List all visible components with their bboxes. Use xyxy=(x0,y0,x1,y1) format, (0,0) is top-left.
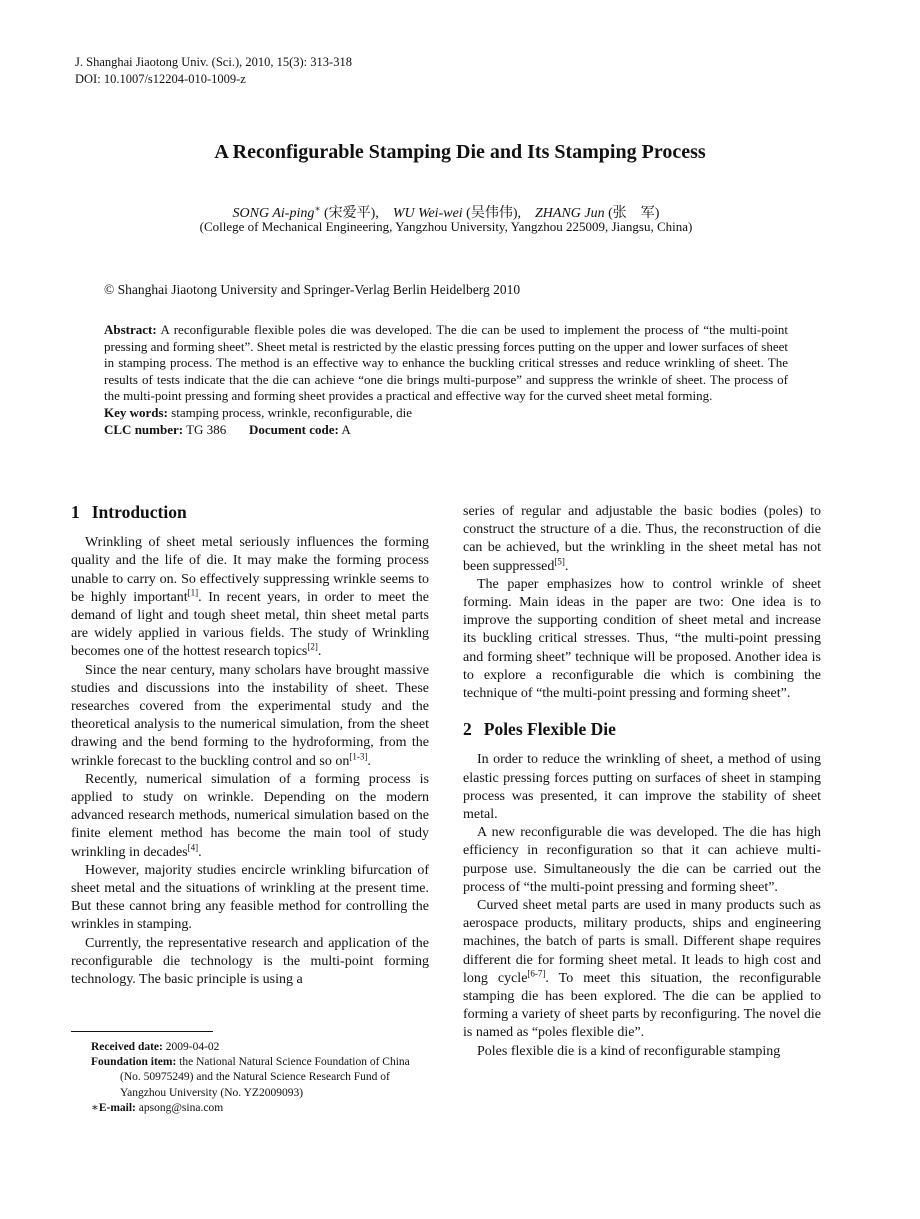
citation: [4] xyxy=(187,842,199,852)
email-label: E-mail: xyxy=(98,1101,136,1114)
paragraph-text: Recently, numerical simulation of a forming process is applied to study on wrinkle. Depending on the modern advanced research methods, numerical simulation based on the finite element method has become the main tool of study wrinkling in decades xyxy=(71,771,429,860)
body-paragraph: However, majority studies encircle wrinkling bifurcation of sheet metal and the situations of wrinkling at the present time. But these cannot bring any feasible method for controlling the wrinkles in stamping. xyxy=(71,862,429,933)
section-heading-introduction xyxy=(71,503,429,521)
copyright-notice: © Shanghai Jiaotong University and Springer-Verlag Berlin Heidelberg 2010 xyxy=(104,282,521,297)
keywords-label: Key words: xyxy=(104,404,168,420)
body-paragraph: A new reconfigurable die was developed. The die has high efficiency in reconfiguration so that it can achieve multi-purpose use. Simultaneously the die can be carried out the process of “the multi-point pressing and forming sheet”. xyxy=(463,825,821,895)
abstract-text: A reconfigurable flexible poles die was developed. The die can be used to implement the process of “the multi-point pressing and forming sheet”. Sheet metal is restricted by the elastic pressing forces putting on the upper and lower surfaces of sheet in stamping process. The method is an effective way to enhance the buckling critical stresses and reduce wrinkling of sheet. The results of tests indicate that the die can achieve “one die brings multi-purpose” and suppress the wrinkle of sheet. The process of the multi-point pressing and forming sheet provides a practical and effective way for the curved sheet metal forming. xyxy=(104,322,788,404)
author-name: SONG Ai-ping xyxy=(232,206,315,221)
paragraph-text: series of regular and adjustable the basic bodies (poles) to construct the structure of a die. Thus, the reconstruction of die can be achieved, but the wrinkling in the sheet metal has not been suppressed xyxy=(463,504,821,574)
section-title: Introduction xyxy=(91,502,187,522)
left-column xyxy=(71,503,429,989)
received-label: Received date: xyxy=(91,1041,163,1053)
citation: [6-7] xyxy=(527,968,546,979)
paragraph-text: Curved sheet metal parts are used in many products such as aerospace products, military products, ships and engineering machines, the batch of parts is small. Different shape requires different die for forming sheet metal. It leads to high cost and long cycle xyxy=(463,898,821,986)
classification-line xyxy=(104,422,788,439)
right-column xyxy=(463,503,821,1061)
author-chinese-name: (吴伟伟), xyxy=(462,206,521,221)
author-chinese-name: (宋爱平), xyxy=(320,206,379,221)
paragraph-text: . To meet this situation, the reconfigurable stamping die has been explored. The die can be applied to forming a variety of sheet parts by reconfiguring. The novel die is named as “poles flexible die”. xyxy=(463,970,822,1041)
foundation-label: Foundation item: xyxy=(91,1056,177,1069)
author-mark: ∗ xyxy=(314,203,321,214)
citation: [1-3] xyxy=(349,750,368,761)
citation: [5] xyxy=(554,555,565,566)
abstract-block xyxy=(104,322,788,438)
abstract-paragraph xyxy=(104,322,788,405)
doi: DOI: 10.1007/s12204-010-1009-z xyxy=(75,72,246,86)
author-name: ZHANG Jun xyxy=(535,206,605,221)
received-value: 2009-04-02 xyxy=(162,1041,220,1053)
body-paragraph xyxy=(463,897,821,1043)
body-paragraph: In order to reduce the wrinkling of sheet, a method of using elastic pressing forces putting on surfaces of sheet in stamping process was presented, it can improve the stability of sheet metal. xyxy=(463,752,821,823)
foundation-note xyxy=(91,1055,433,1101)
email-note xyxy=(91,1101,433,1116)
author-name: WU Wei-wei xyxy=(392,206,463,221)
body-paragraph xyxy=(463,503,821,576)
running-header xyxy=(75,54,352,88)
abstract-label: Abstract: xyxy=(104,322,157,337)
journal-citation: J. Shanghai Jiaotong Univ. (Sci.), 2010, 15(3): 313-318 xyxy=(75,55,352,69)
section-number: 2 xyxy=(463,719,472,740)
body-paragraph: Currently, the representative research and application of the reconfigurable die technology is the multi-point forming technology. The basic principle is using a xyxy=(71,935,429,988)
paragraph-text: . In recent years, in order to meet the demand of light and tough sheet metal, thin sheet metal parts are widely applied in various fields. The study of Wrinkling becomes one of the hottest research topics xyxy=(71,589,429,660)
paragraph-text: . xyxy=(367,753,371,769)
footnote-rule xyxy=(71,1031,213,1032)
doccode-label: Document code: xyxy=(248,421,339,437)
body-paragraph xyxy=(71,662,429,771)
citation: [2] xyxy=(307,641,318,652)
paragraph-text: Since the near century, many scholars have brought massive studies and discussions into the instability of sheet. These researches covered from the experimental study and the theoretical analysis to the numerical simulation, from the sheet drawing and the bend forming to the hydroforming, from the wrinkle forecast to the buckling control and so on xyxy=(71,662,429,769)
doccode-value: A xyxy=(338,421,351,437)
email-mark: ∗ xyxy=(91,1101,99,1114)
citation: [1] xyxy=(187,587,199,598)
body-paragraph: The paper emphasizes how to control wrinkle of sheet forming. Main ideas in the paper are two: One idea is to improve the supporting condition of sheet metal and increase its buckling critical stresses. Thus, “the multi-point pressing and forming sheet” technique will be proposed. Another idea is to explore a reconfigurable die which is combining the technique of “the multi-point pressing and forming sheet”. xyxy=(463,576,821,702)
paragraph-text: . xyxy=(317,644,322,660)
section-title: Poles Flexible Die xyxy=(483,719,616,740)
section-heading-poles-flexible-die xyxy=(463,720,821,738)
paragraph-text: . xyxy=(198,844,202,860)
author-chinese-name: (张 军) xyxy=(604,206,660,221)
received-date-note xyxy=(91,1040,433,1055)
clc-label: CLC number: xyxy=(104,421,184,437)
paragraph-text: Wrinkling of sheet metal seriously influences the forming quality and the life of die. It may make the forming process unable to carry on. So effectively suppressing wrinkle seems to be highly important xyxy=(71,535,429,605)
section-number: 1 xyxy=(71,502,80,522)
keywords-line xyxy=(104,405,788,422)
body-paragraph xyxy=(71,771,429,862)
footnotes xyxy=(91,1040,433,1116)
email-value: apsong@sina.com xyxy=(135,1101,224,1114)
body-paragraph xyxy=(71,534,429,661)
foundation-value: the National Natural Science Foundation of China (No. 50975249) and the Natural Science Research Fund of Yangzhou University (No. YZ2009093) xyxy=(120,1056,410,1099)
keywords-text: stamping process, wrinkle, reconfigurable, die xyxy=(167,404,412,420)
paper-title: A Reconfigurable Stamping Die and Its Stamping Process xyxy=(214,141,706,163)
paragraph-text: . xyxy=(564,558,569,574)
body-paragraph: Poles flexible die is a kind of reconfigurable stamping xyxy=(477,1043,781,1059)
affiliation: (College of Mechanical Engineering, Yangzhou University, Yangzhou 225009, Jiangsu, China) xyxy=(199,219,693,234)
clc-value: TG 386 xyxy=(183,421,227,437)
